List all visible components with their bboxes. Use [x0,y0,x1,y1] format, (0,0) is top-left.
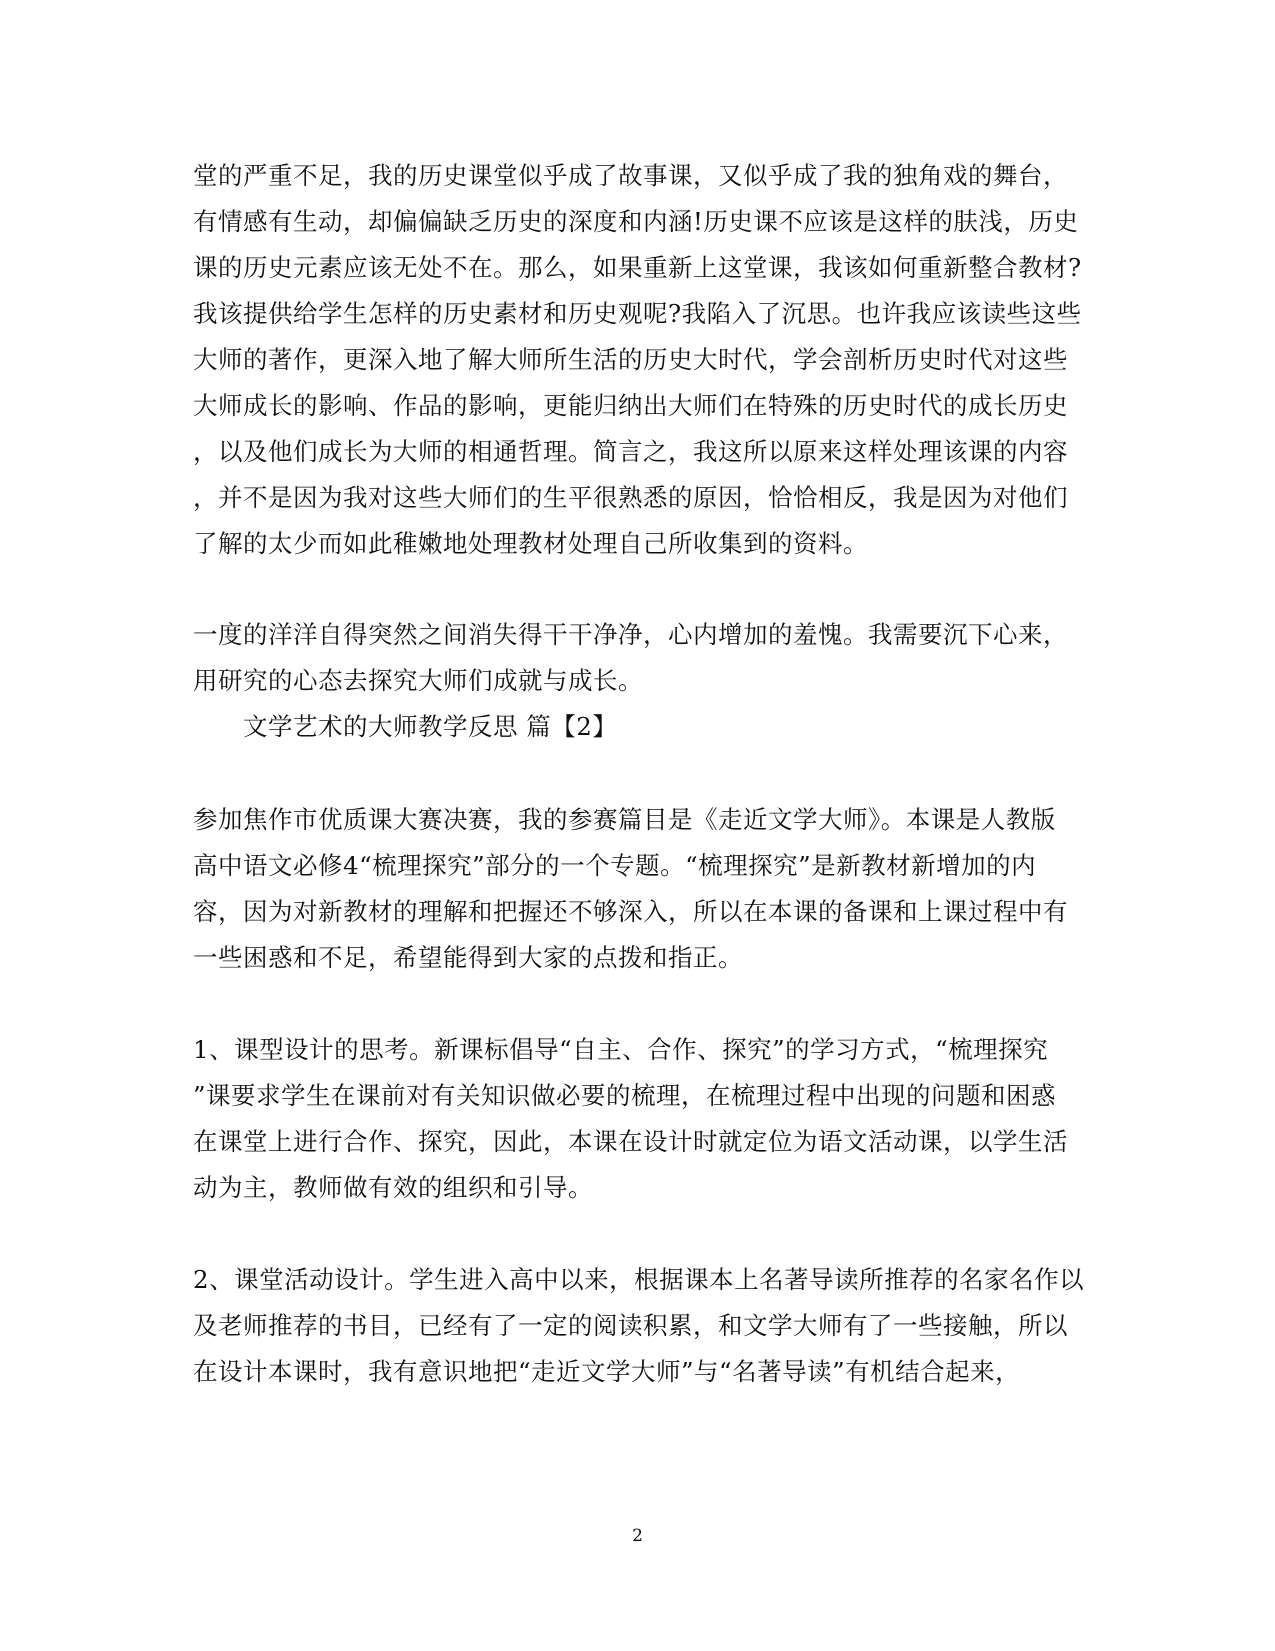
text-line: 用研究的心态去探究大师们成就与成长。 [193,666,643,695]
text-line: 了解的太少而如此稚嫩地处理教材处理自己所收集到的资料。 [193,529,868,558]
text-line: 大师的著作，更深入地了解大师所生活的历史大时代，学会剖析历史时代对这些 [193,345,1068,374]
text-line: 堂的严重不足，我的历史课堂似乎成了故事课，又似乎成了我的独角戏的舞台， [193,161,1068,190]
page-number: 2 [632,1526,643,1546]
text-line: 大师成长的影响、作品的影响，更能归纳出大师们在特殊的历史时代的成长历史 [193,391,1068,420]
text-line: ，并不是因为我对这些大师们的生平很熟悉的原因，恰恰相反，我是因为对他们 [193,483,1068,512]
text-line: 我该提供给学生怎样的历史素材和历史观呢?我陷入了沉思。也许我应该读些这些 [193,299,1082,328]
text-line: ”课要求学生在课前对有关知识做必要的梳理，在梳理过程中出现的问题和困惑 [193,1081,1057,1110]
text-line: ，以及他们成长为大师的相通哲理。简言之，我这所以原来这样处理该课的内容 [193,437,1068,466]
section-heading: 文学艺术的大师教学反思 篇【2】 [243,712,618,741]
text-line: 课的历史元素应该无处不在。那么，如果重新上这堂课，我该如何重新整合教材? [193,253,1082,282]
text-line: 有情感有生动，却偏偏缺乏历史的深度和内涵!历史课不应该是这样的肤浅，历史 [193,207,1079,236]
text-line: 2、课堂活动设计。学生进入高中以来，根据课本上名著导读所推荐的名家名作以 [193,1265,1085,1294]
text-line: 及老师推荐的书目，已经有了一定的阅读积累，和文学大师有了一些接触，所以 [193,1311,1068,1340]
text-line: 动为主，教师做有效的组织和引导。 [193,1173,593,1202]
text-line: 一度的洋洋自得突然之间消失得干干净净，心内增加的羞愧。我需要沉下心来， [193,620,1068,649]
text-line: 高中语文必修4“梳理探究”部分的一个专题。“梳理探究”是新教材新增加的内 [193,851,1037,880]
text-line: 一些困惑和不足，希望能得到大家的点拨和指正。 [193,943,743,972]
text-line: 1、课型设计的思考。新课标倡导“自主、合作、探究”的学习方式，“梳理探究 [193,1035,1049,1064]
text-line: 在课堂上进行合作、探究，因此，本课在设计时就定位为语文活动课，以学生活 [193,1127,1068,1156]
text-line: 在设计本课时，我有意识地把“走近文学大师”与“名著导读”有机结合起来， [193,1357,1021,1386]
text-line: 参加焦作市优质课大赛决赛，我的参赛篇目是《走近文学大师》。本课是人教版 [193,805,1056,834]
text-line: 容，因为对新教材的理解和把握还不够深入，所以在本课的备课和上课过程中有 [193,897,1068,926]
